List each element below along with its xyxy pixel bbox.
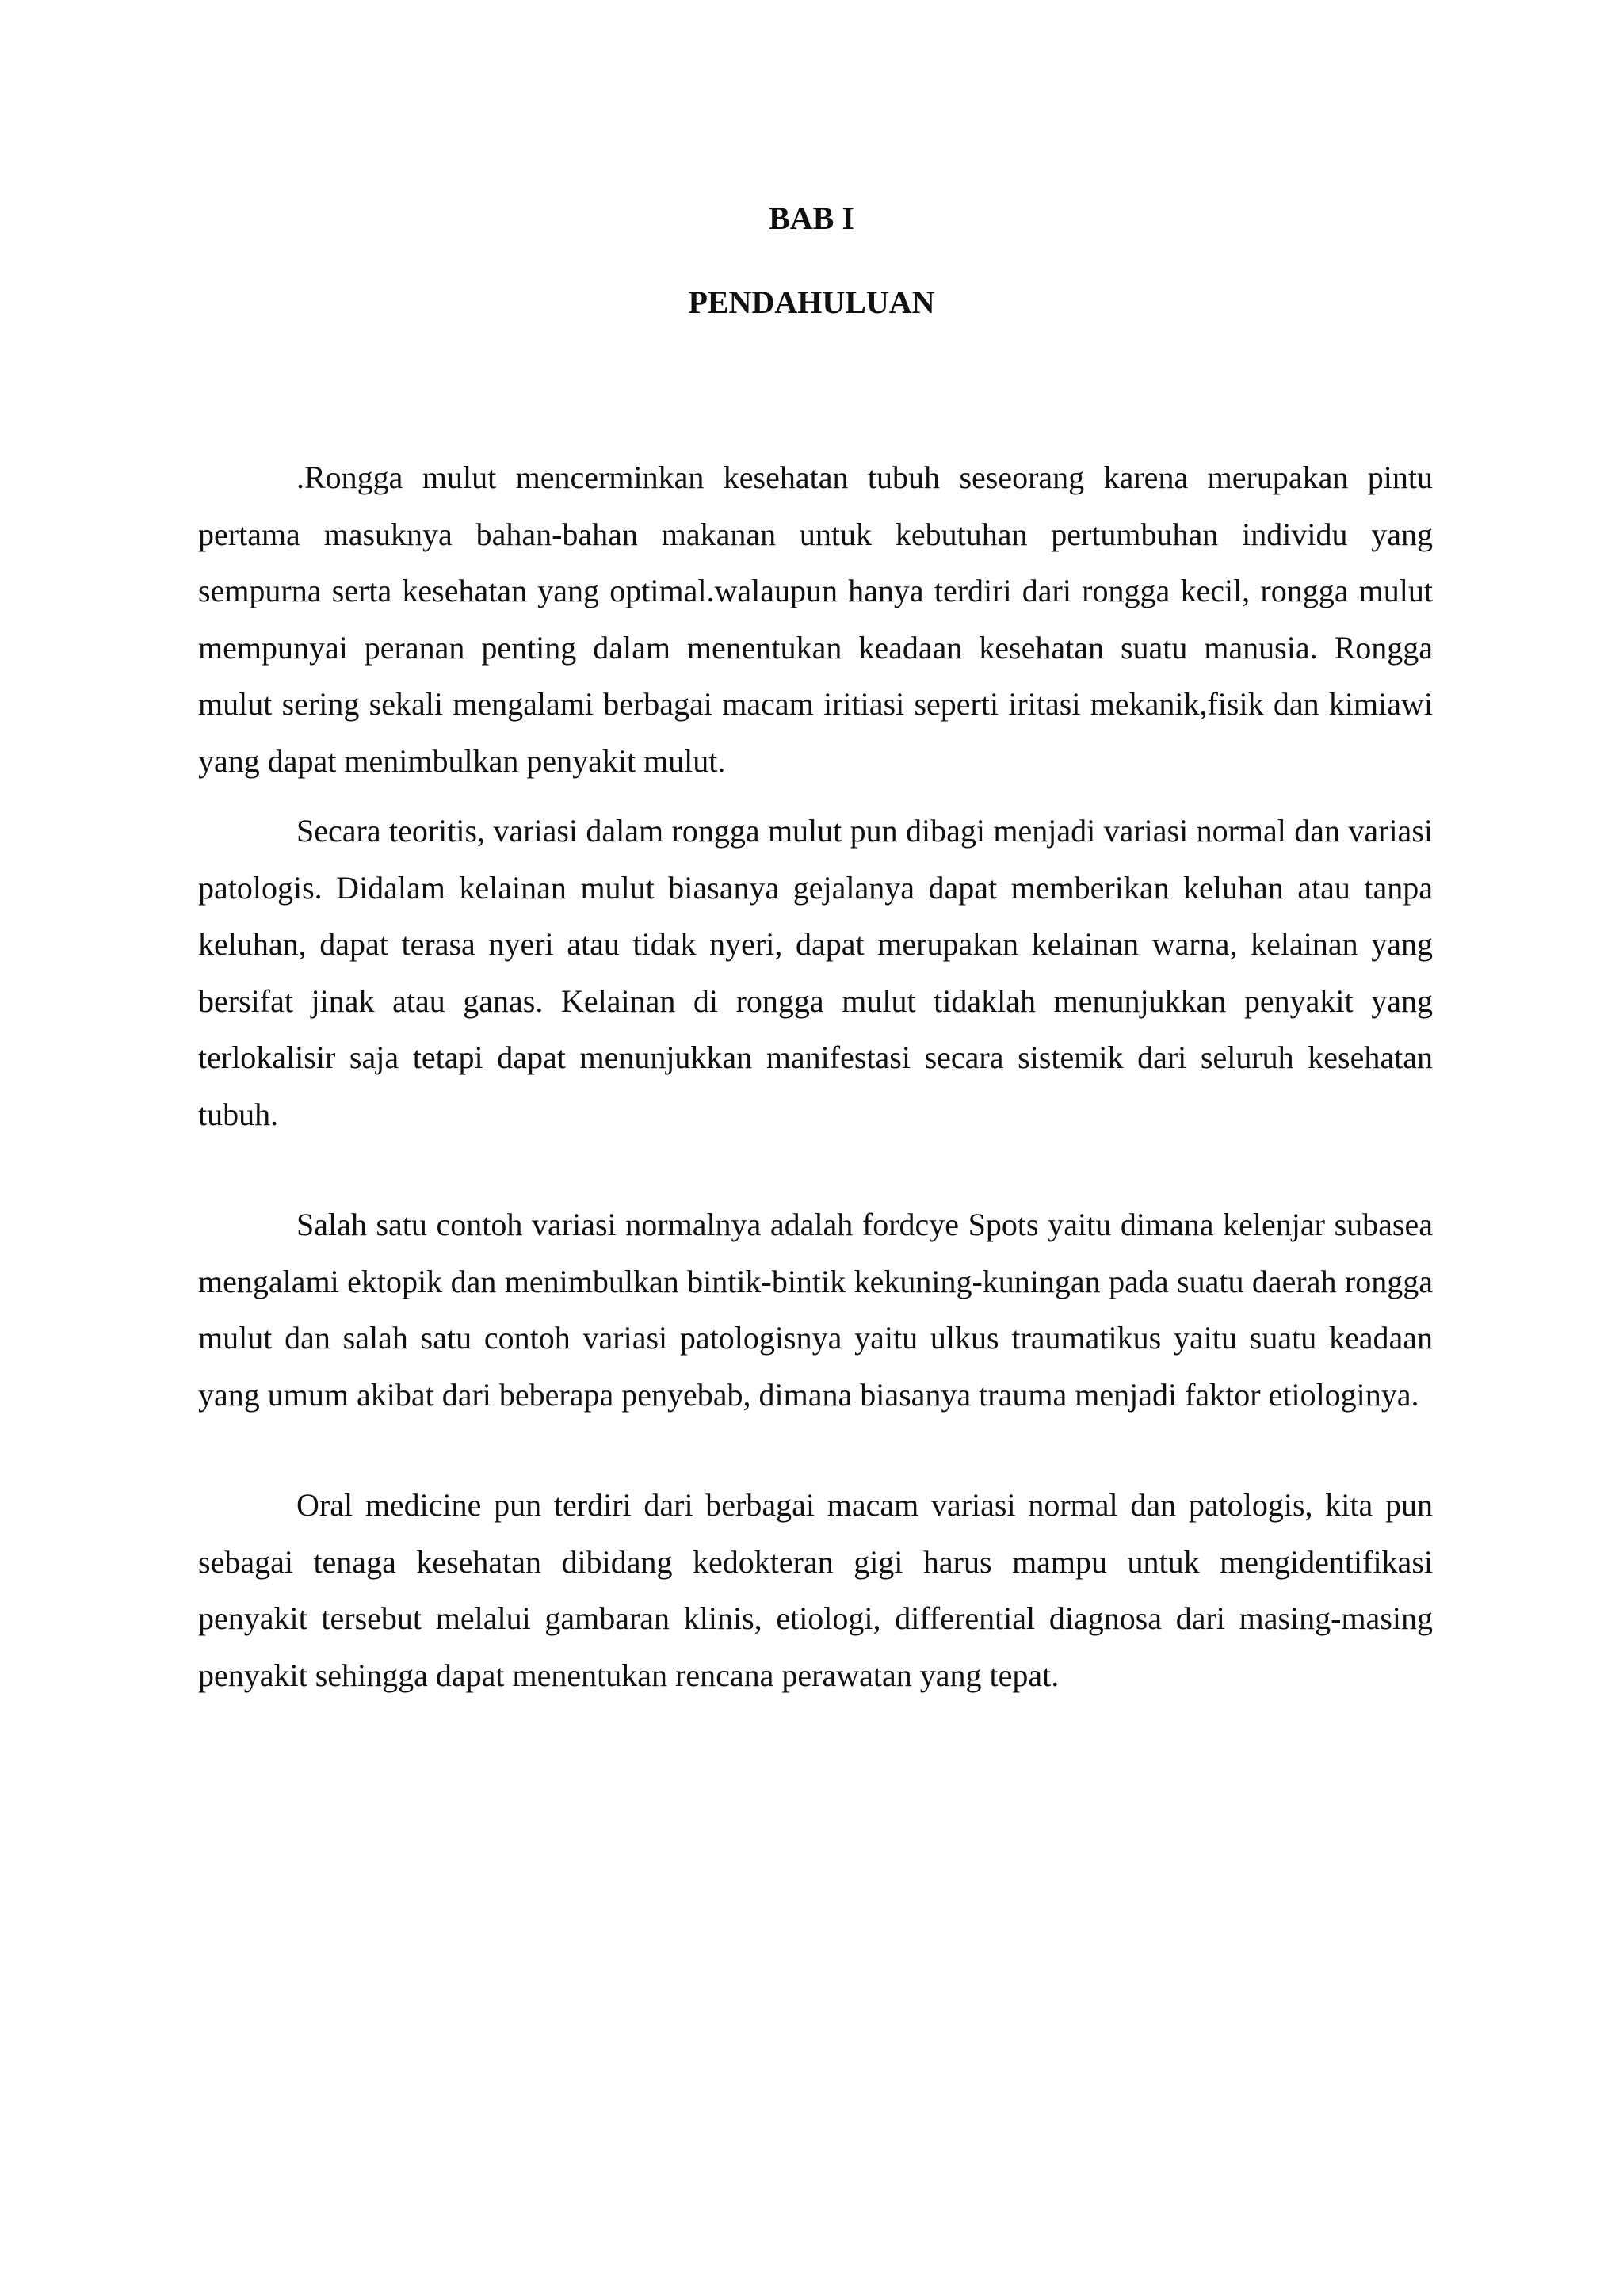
paragraph-2: Secara teoritis, variasi dalam rongga mulut pun dibagi menjadi variasi normal dan variasi patologis. Didalam kelainan mulut biasanya gejalanya dapat memberikan keluhan atau tanpa keluhan, dapat terasa nyeri atau tidak nyeri, dapat merupakan kelainan warna, kelainan yang bersifat jinak atau ganas. Kelainan di rongga mulut tidaklah menunjukkan penyakit yang terlokalisir saja tetapi dapat menunjukkan manifestasi secara sistemik dari seluruh kesehatan tubuh.: [198, 813, 1433, 1132]
chapter-number: BAB I: [769, 200, 854, 236]
paragraph-3: Salah satu contoh variasi normalnya adalah fordcye Spots yaitu dimana kelenjar subasea mengalami ektopik dan menimbulkan bintik-bintik kekuning-kuningan pada suatu daerah rongga mulut dan salah satu contoh variasi patologisnya yaitu ulkus traumatikus yaitu suatu keadaan yang umum akibat dari beberapa penyebab, dimana biasanya trauma menjadi faktor etiologinya.: [198, 1207, 1433, 1413]
paragraph-1: .Rongga mulut mencerminkan kesehatan tubuh seseorang karena merupakan pintu pertama masuknya bahan-bahan makanan untuk kebutuhan pertumbuhan individu yang sempurna serta kesehatan yang optimal.walaupun hanya terdiri dari rongga kecil, rongga mulut mempunyai peranan penting dalam menentukan keadaan kesehatan suatu manusia. Rongga mulut sering sekali mengalami berbagai macam iritiasi seperti iritasi mekanik,fisik dan kimiawi yang dapat menimbulkan penyakit mulut.: [198, 460, 1433, 779]
paragraph-4: Oral medicine pun terdiri dari berbagai macam variasi normal dan patologis, kita pun sebagai tenaga kesehatan dibidang kedokteran gigi harus mampu untuk mengidentifikasi penyakit tersebut melalui gambaran klinis, etiologi, differential diagnosa dari masing-masing penyakit sehingga dapat menentukan rencana perawatan yang tepat.: [198, 1487, 1433, 1693]
chapter-title: PENDAHULUAN: [688, 284, 935, 320]
body-text: [198, 449, 1433, 1703]
